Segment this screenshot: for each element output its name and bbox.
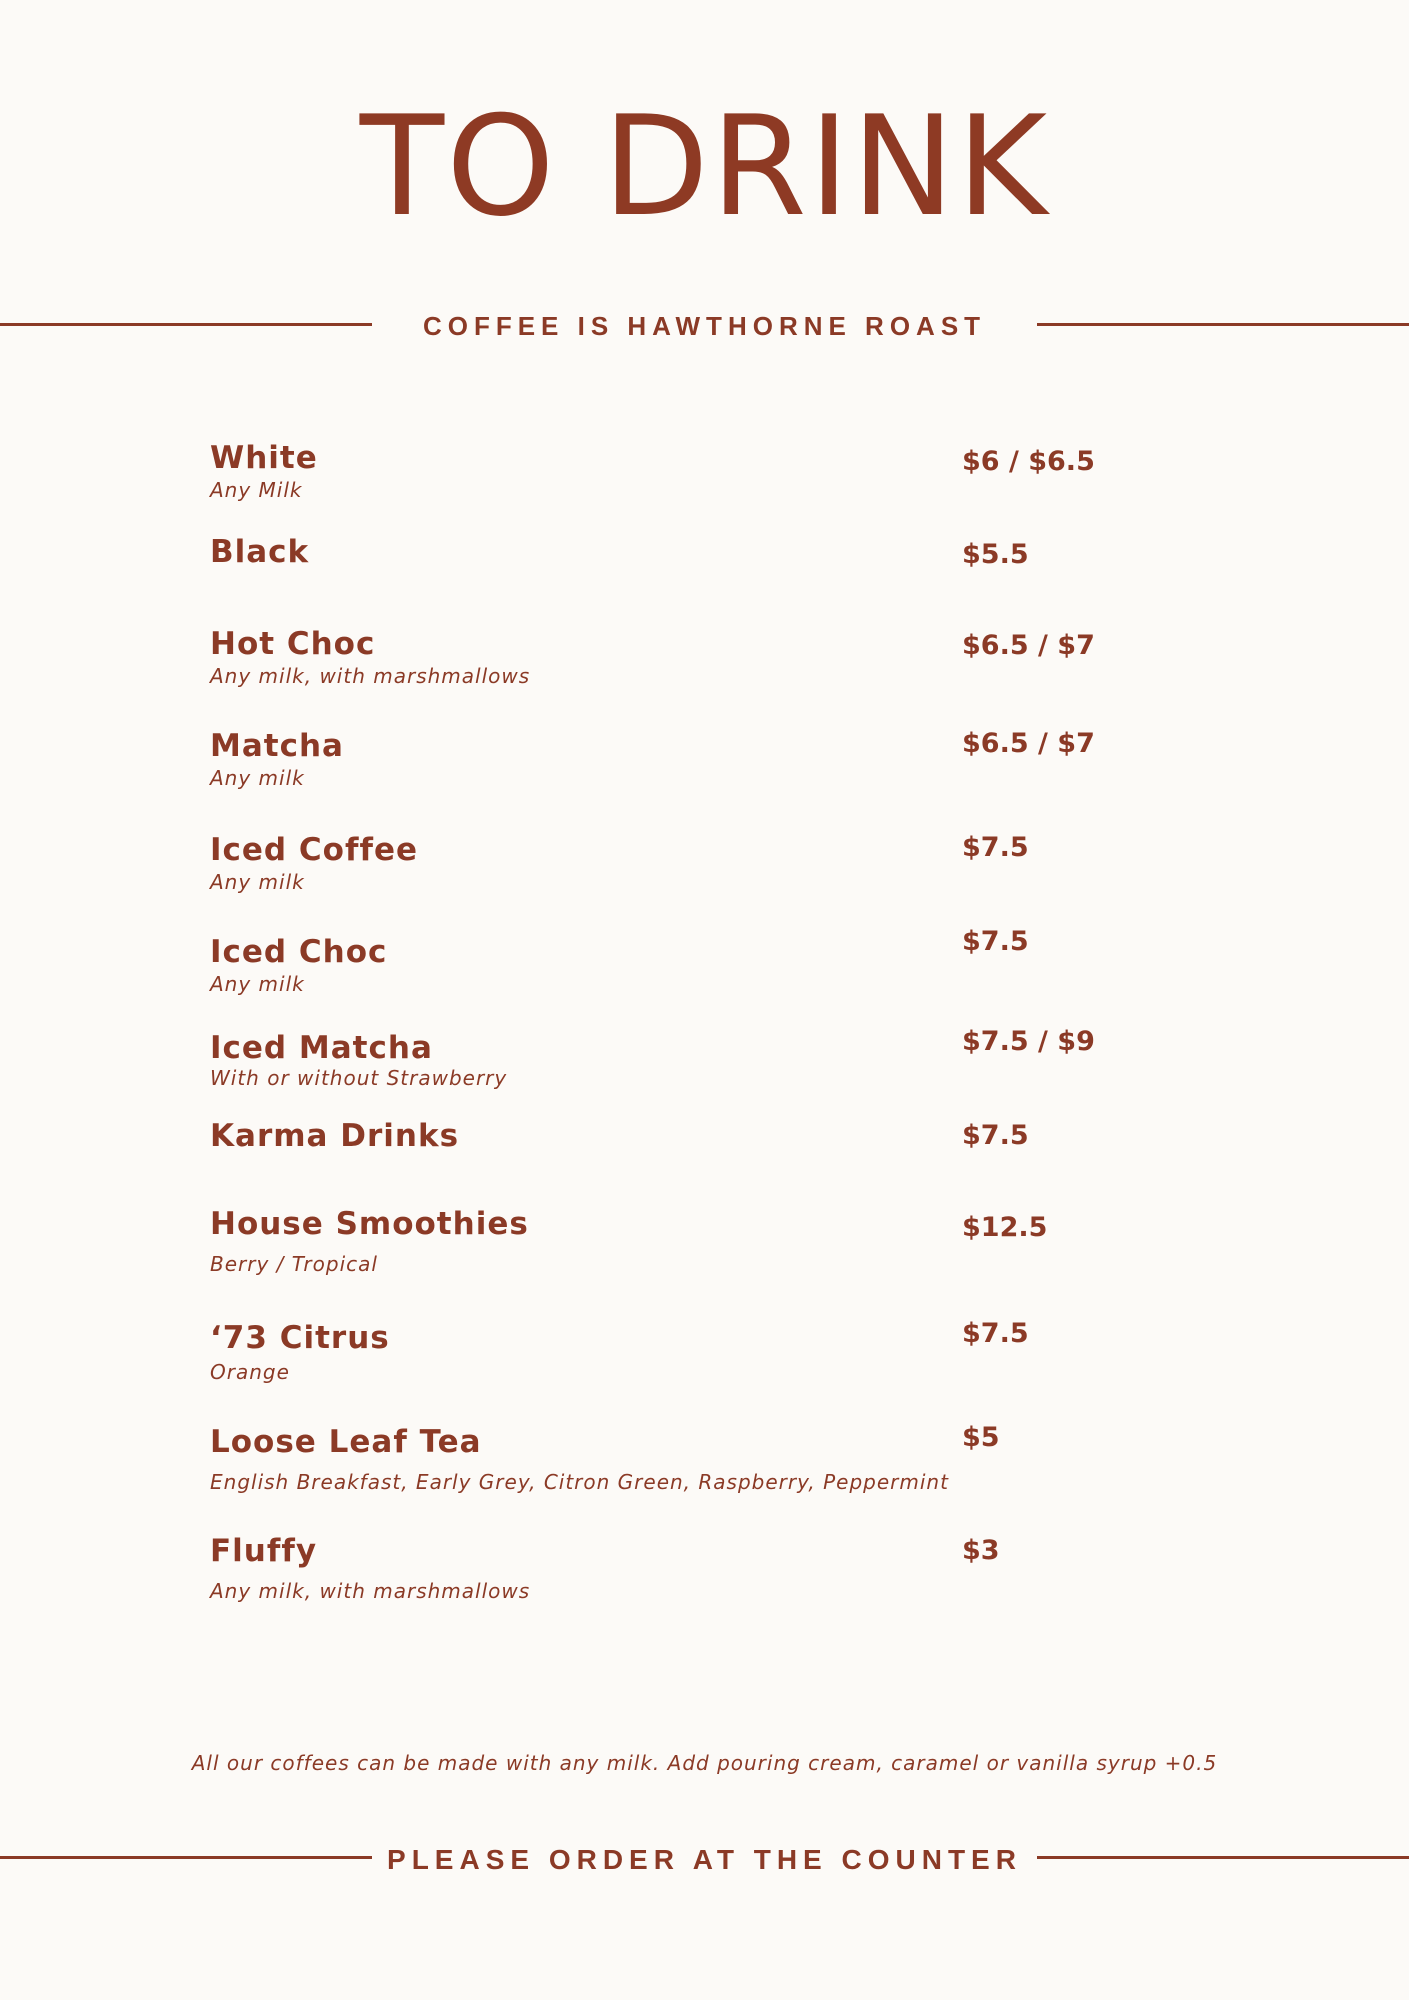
item-name: Iced Coffee <box>210 832 418 868</box>
item-name: Matcha <box>210 728 344 764</box>
item-name: ‘73 Citrus <box>210 1320 390 1356</box>
item-description: English Breakfast, Early Grey, Citron Green, Raspberry, Peppermint <box>210 1470 949 1494</box>
item-description: Any Milk <box>210 478 303 502</box>
item-description: Any milk <box>210 870 305 894</box>
item-name: White <box>210 440 318 476</box>
divider-right-top <box>1037 323 1409 326</box>
divider-right-bottom <box>1037 1856 1409 1859</box>
order-at-counter-label: PLEASE ORDER AT THE COUNTER <box>387 1844 1022 1875</box>
subtitle: COFFEE IS HAWTHORNE ROAST <box>422 311 987 341</box>
footer-note: All our coffees can be made with any milk. Add pouring cream, caramel or vanilla syrup +0.5 <box>191 1751 1218 1775</box>
item-description: Any milk, with marshmallows <box>210 664 531 688</box>
item-description: Any milk <box>210 766 305 790</box>
item-description: Orange <box>210 1360 290 1384</box>
item-price: $7.5 <box>962 832 1029 863</box>
item-name: Loose Leaf Tea <box>210 1424 482 1460</box>
item-name: Karma Drinks <box>210 1118 460 1154</box>
item-price: $6.5 / $7 <box>962 728 1095 759</box>
item-name: Fluffy <box>210 1533 318 1569</box>
item-description: Any milk, with marshmallows <box>210 1579 531 1603</box>
item-price: $7.5 <box>962 1120 1029 1151</box>
item-price: $3 <box>962 1535 1000 1566</box>
page-title: TO DRINK <box>359 86 1050 247</box>
item-price: $5.5 <box>962 539 1029 570</box>
item-price: $6 / $6.5 <box>962 446 1095 477</box>
item-name: Black <box>210 534 310 570</box>
item-name: House Smoothies <box>210 1206 529 1242</box>
item-name: Iced Matcha <box>210 1030 433 1066</box>
item-price: $6.5 / $7 <box>962 630 1095 661</box>
item-price: $12.5 <box>962 1212 1048 1243</box>
item-price: $7.5 <box>962 1318 1029 1349</box>
item-price: $5 <box>962 1422 1000 1453</box>
item-name: Iced Choc <box>210 934 388 970</box>
item-description: With or without Strawberry <box>210 1066 508 1090</box>
item-price: $7.5 <box>962 926 1029 957</box>
item-description: Berry / Tropical <box>210 1252 378 1276</box>
item-name: Hot Choc <box>210 626 376 662</box>
item-price: $7.5 / $9 <box>962 1026 1095 1057</box>
item-description: Any milk <box>210 972 305 996</box>
